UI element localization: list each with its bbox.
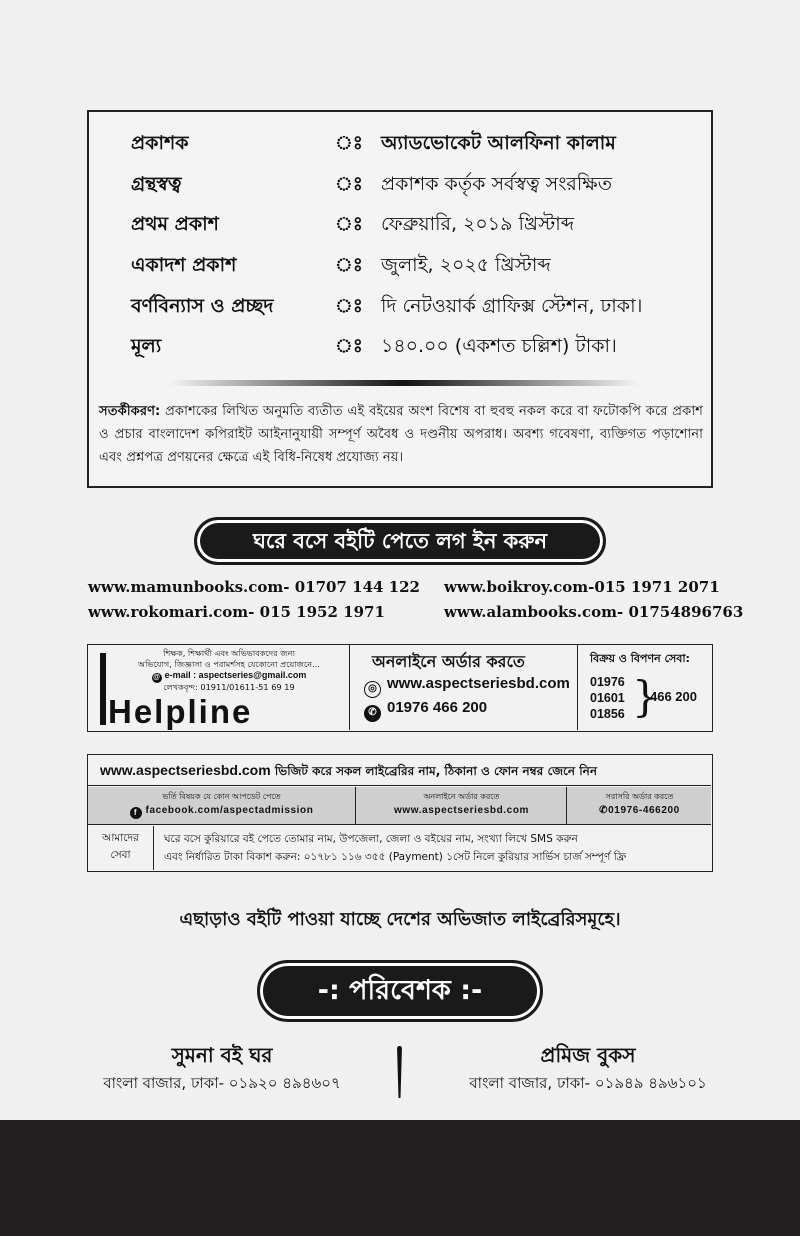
online-caption: অনলাইনে অর্ডার করতে — [423, 792, 500, 801]
first-edition-value: ফেব্রুয়ারি, ২০১৯ খ্রিস্টাব্দ — [381, 213, 575, 235]
sales-number[interactable]: 466 200 — [650, 689, 697, 704]
eleventh-edition-value: জুলাই, ২০২৫ খ্রিস্টাব্দ — [381, 254, 551, 276]
price-label: মূল্য — [131, 335, 162, 357]
distributor-divider — [397, 1046, 402, 1098]
warning-label: সতর্কীকরণ: — [99, 404, 161, 419]
service-row — [88, 826, 711, 870]
store-rokomari[interactable]: www.rokomari.com- 015 1952 1971 — [88, 603, 385, 621]
facebook-icon: f — [130, 807, 142, 819]
helpline-writers: লেখকবৃন্দ: 01911/01611-51 69 19 — [163, 682, 295, 692]
store-boikroy[interactable]: www.boikroy.com-015 1971 2071 — [444, 578, 720, 596]
store-alambooks[interactable]: www.alambooks.com- 01754896763 — [444, 603, 744, 621]
first-edition-label: প্রথম প্রকাশ — [131, 213, 219, 235]
eleventh-edition-colon: ঃ — [335, 254, 363, 276]
distributor-name: সুমনা বই ঘর — [171, 1043, 273, 1067]
price-colon: ঃ — [335, 335, 363, 357]
eleventh-edition-label: একাদশ প্রকাশ — [131, 254, 237, 276]
distributor-name: প্রমিজ বুকস — [540, 1043, 636, 1067]
sales-prefix: 01601 — [590, 691, 625, 705]
distributor-address: বাংলা বাজার, ঢাকা- ০১৯২০ ৪৯৪৬০৭ — [103, 1074, 341, 1092]
gradient-divider — [169, 380, 639, 386]
library-info-row — [88, 755, 711, 786]
order-channels — [88, 787, 711, 825]
login-banner: ঘরে বসে বইটি পেতে লগ ইন করুন — [194, 517, 606, 565]
facebook-caption: ভর্তি বিষয়ক যে কোন আপডেট পেতে — [162, 792, 281, 801]
availability-text: এছাড়াও বইটি পাওয়া যাচ্ছে দেশের অভিজাত লাইব্রেরিসমূহে। — [179, 909, 621, 930]
service-text — [164, 830, 704, 866]
online-link[interactable]: www.aspectseriesbd.com — [393, 805, 530, 816]
service-label — [88, 826, 154, 870]
distributor-banner: -: পরিবেশক :- — [257, 960, 543, 1022]
phone-row[interactable] — [364, 699, 487, 722]
publisher-value: অ্যাডভোকেট আলফিনা কালাম — [381, 132, 616, 154]
design-label: বর্ণবিন্যাস ও প্রচ্ছদ — [131, 295, 274, 317]
copyright-colon: ঃ — [335, 173, 363, 195]
service-line: ঘরে বসে কুরিয়ারে বই পেতে তোমার নাম, উপজেলা, জেলা ও বইয়ের নাম, সংখ্যা লিখে SMS করুন — [164, 833, 578, 845]
facebook-link-row[interactable] — [88, 805, 355, 819]
online-order-panel — [352, 645, 578, 730]
store-mamunbooks[interactable]: www.mamunbooks.com- 01707 144 122 — [88, 578, 420, 596]
phone-icon: ✆ — [599, 805, 609, 816]
helpline-purpose: অভিযোগ, জিজ্ঞাসা ও পরামর্শসহ যেকোনো প্রয়োজনে... — [137, 659, 320, 669]
helpline-audience: শিক্ষক, শিক্ষার্থী এবং অভিভাবকদের জন্য — [163, 648, 295, 658]
facebook-cell[interactable] — [88, 787, 356, 825]
design-colon: ঃ — [335, 295, 363, 317]
website-link[interactable]: www.aspectseriesbd.com — [387, 675, 570, 692]
sales-prefix: 01976 — [590, 675, 625, 689]
price-value: ১৪০.০০ (একশত চল্লিশ) টাকা। — [381, 335, 617, 357]
publication-info-box — [87, 110, 713, 488]
email-icon: @ — [153, 674, 160, 681]
brace-icon: } — [632, 672, 659, 721]
website-row[interactable] — [364, 675, 570, 698]
sales-prefix: 01856 — [590, 707, 625, 721]
distributor-address: বাংলা বাজার, ঢাকা- ০১৯৪৯ ৪৯৬১০১ — [469, 1074, 707, 1092]
helpline-email[interactable]: e-mail : aspectseries@gmail.com — [164, 670, 307, 680]
distributor-right — [438, 1040, 738, 1096]
distributor-left — [72, 1040, 372, 1096]
first-edition-colon: ঃ — [335, 213, 363, 235]
whatsapp-icon: ✆ — [364, 705, 381, 722]
publisher-colon: ঃ — [335, 132, 363, 154]
direct-cell[interactable] — [568, 787, 711, 825]
direct-phone-row[interactable] — [568, 805, 711, 816]
helpline-panel — [88, 645, 350, 730]
service-line: এবং নির্ধারিত টাকা বিকাশ করুন: ০১৭৮১ ১১৬ ৩৫৫ (Payment) ১সেট নিলে কুরিয়ার সার্ভিস চার্জ সম্পূর্ণ ফ্রি — [164, 851, 627, 863]
warning-text: প্রকাশকের লিখিত অনুমতি ব্যতীত এই বইয়ের অংশ বিশেষ বা হুবহু নকল করে বা ফটোকপি করে প্রকাশ ও প্রচার বাংলাদেশ কপিরাইট আইনানুযায়ী সম্পূর্ণ অবৈধ ও দণ্ডনীয় অপরাধ। অবশ্য গবেষণা, ব্যক্তিগত পড়াশোনা এবং প্রশ্নপত্র প্রণয়নের ক্ষেত্রে এই বিধি-নিষেধ প্রযোজ্য নয়। — [99, 404, 703, 465]
helpline-bar — [100, 653, 106, 725]
globe-icon: ◎ — [364, 681, 381, 698]
helpline-wordmark: Helpline — [108, 693, 253, 730]
library-info-text: ভিজিট করে সকল লাইব্রেরির নাম, ঠিকানা ও ফোন নম্বর জেনে নিন — [274, 764, 597, 778]
phone-number[interactable]: 01976 466 200 — [387, 699, 488, 716]
copyright-value: প্রকাশক কর্তৃক সর্বস্বত্ব সংরক্ষিত — [381, 173, 612, 195]
order-box — [87, 754, 713, 872]
design-value: দি নেটওয়ার্ক গ্রাফিক্স স্টেশন, ঢাকা। — [381, 295, 643, 317]
sales-title: বিক্রয় ও বিপণন সেবা: — [590, 652, 690, 665]
service-label-line: আমাদের — [102, 832, 139, 844]
copyright-warning — [99, 400, 703, 469]
direct-caption: সরাসরি অর্ডার করতে — [605, 792, 674, 801]
direct-phone[interactable]: 01976-466200 — [608, 805, 680, 816]
facebook-link[interactable]: facebook.com/aspectadmission — [145, 805, 314, 816]
online-cell[interactable] — [357, 787, 567, 825]
online-order-title: অনলাইনে অর্ডার করতে — [372, 652, 525, 671]
helpline-box — [87, 644, 713, 732]
copyright-label: গ্রন্থস্বত্ব — [131, 173, 182, 195]
library-url[interactable]: www.aspectseriesbd.com — [100, 762, 271, 778]
sales-panel — [580, 645, 712, 730]
footer-band — [0, 1120, 800, 1236]
publisher-label: প্রকাশক — [131, 132, 189, 154]
service-label-line: সেবা — [110, 849, 131, 861]
